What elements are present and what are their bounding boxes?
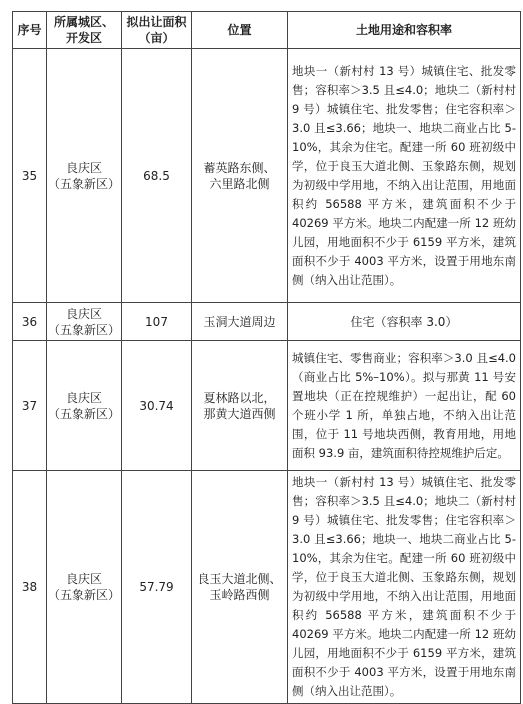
cell-district: [47, 303, 122, 341]
cell-seq: 37: [13, 341, 47, 471]
header-seq: 序号: [13, 12, 47, 49]
cell-location-line1: 夏林路以北，: [203, 390, 276, 405]
cell-district-line1: 良庆区: [65, 572, 102, 586]
table-row: [13, 49, 521, 303]
header-district-line1: 所属城区、: [53, 15, 114, 29]
cell-location-line1: 蓄英路东侧、: [203, 160, 276, 175]
cell-seq: 35: [13, 49, 47, 303]
cell-district: [47, 49, 122, 303]
header-district: [47, 12, 122, 49]
header-district-line2: 开发区: [65, 31, 102, 45]
cell-district-line1: 良庆区: [65, 390, 102, 405]
cell-district: [47, 341, 122, 471]
cell-district-line1: 良庆区: [65, 160, 102, 175]
header-area-line2: （亩）: [138, 31, 175, 45]
header-location: 位置: [192, 12, 288, 49]
cell-location: [192, 303, 288, 341]
header-area-line1: 拟出让面积: [126, 15, 187, 29]
cell-area: 68.5: [122, 49, 192, 303]
cell-usage: 城镇住宅、零售商业；容积率＞3.0 且≤4.0（商业占比 5%–10%）。拟与那黄 11 号安置地块（正在控规维护）一起出让，配 60 个班小学 1 所，单独占地，不纳入出让范围，位于 11 号地块西侧，教育用地，用地面积 93.9 亩，建筑面积待控规维护后定。: [288, 341, 521, 471]
cell-district: [47, 471, 122, 704]
header-area: [122, 12, 192, 49]
table-row: [13, 471, 521, 704]
cell-location: [192, 471, 288, 704]
cell-seq: 38: [13, 471, 47, 704]
cell-location-line2: 那黄大道西侧: [203, 406, 276, 421]
cell-area: 107: [122, 303, 192, 341]
cell-seq: 36: [13, 303, 47, 341]
cell-location-line2: 玉岭路西侧: [209, 588, 270, 602]
cell-location-line2: 六里路北侧: [209, 176, 270, 191]
cell-district-line2: （五象新区）: [47, 322, 120, 337]
cell-district-line2: （五象新区）: [47, 406, 120, 421]
table-row: [13, 341, 521, 471]
cell-area: 30.74: [122, 341, 192, 471]
cell-location: [192, 49, 288, 303]
cell-location-line1: 玉洞大道周边: [203, 314, 276, 329]
cell-usage: 地块一（新村村 13 号）城镇住宅、批发零售；容积率＞3.5 且≤4.0；地块二（新村村 9 号）城镇住宅、批发零售；住宅容积率＞3.0 且≤3.66；地块一、地块二商业占比 5-10%，其余为住宅。配建一所 60 班初级中学，位于良玉大道北侧、玉象路东侧，规划为初级中学用地，不纳入出让范围，用地面积约 56588 平方米，建筑面积不少于 40269 平方米。地块二内配建一所 12 班幼儿园，用地面积不少于 6159 平方米，建筑面积不少于 4003 平方米，设置于用地东南侧（纳入出让范围）。: [288, 471, 521, 704]
cell-usage: 住宅（容积率 3.0）: [288, 303, 521, 341]
cell-usage: 地块一（新村村 13 号）城镇住宅、批发零售；容积率＞3.5 且≤4.0；地块二（新村村 9 号）城镇住宅、批发零售；住宅容积率＞3.0 且≤3.66；地块一、地块二商业占比 5-10%，其余为住宅。配建一所 60 班初级中学，位于良玉大道北侧、玉象路东侧，规划为初级中学用地，不纳入出让范围，用地面积约 56588 平方米，建筑面积不少于 40269 平方米。地块二内配建一所 12 班幼儿园，用地面积不少于 6159 平方米，建筑面积不少于 4003 平方米，设置于用地东南侧（纳入出让范围）。: [288, 49, 521, 303]
cell-location-line1: 良玉大道北侧、: [197, 572, 282, 586]
land-parcel-table: [12, 11, 521, 704]
table-header-row: [13, 12, 521, 49]
cell-district-line2: （五象新区）: [47, 176, 120, 191]
cell-district-line1: 良庆区: [65, 306, 102, 321]
cell-area: 57.79: [122, 471, 192, 704]
table-row: [13, 303, 521, 341]
cell-district-line2: （五象新区）: [47, 588, 120, 602]
header-usage: 土地用途和容积率: [288, 12, 521, 49]
cell-location: [192, 341, 288, 471]
